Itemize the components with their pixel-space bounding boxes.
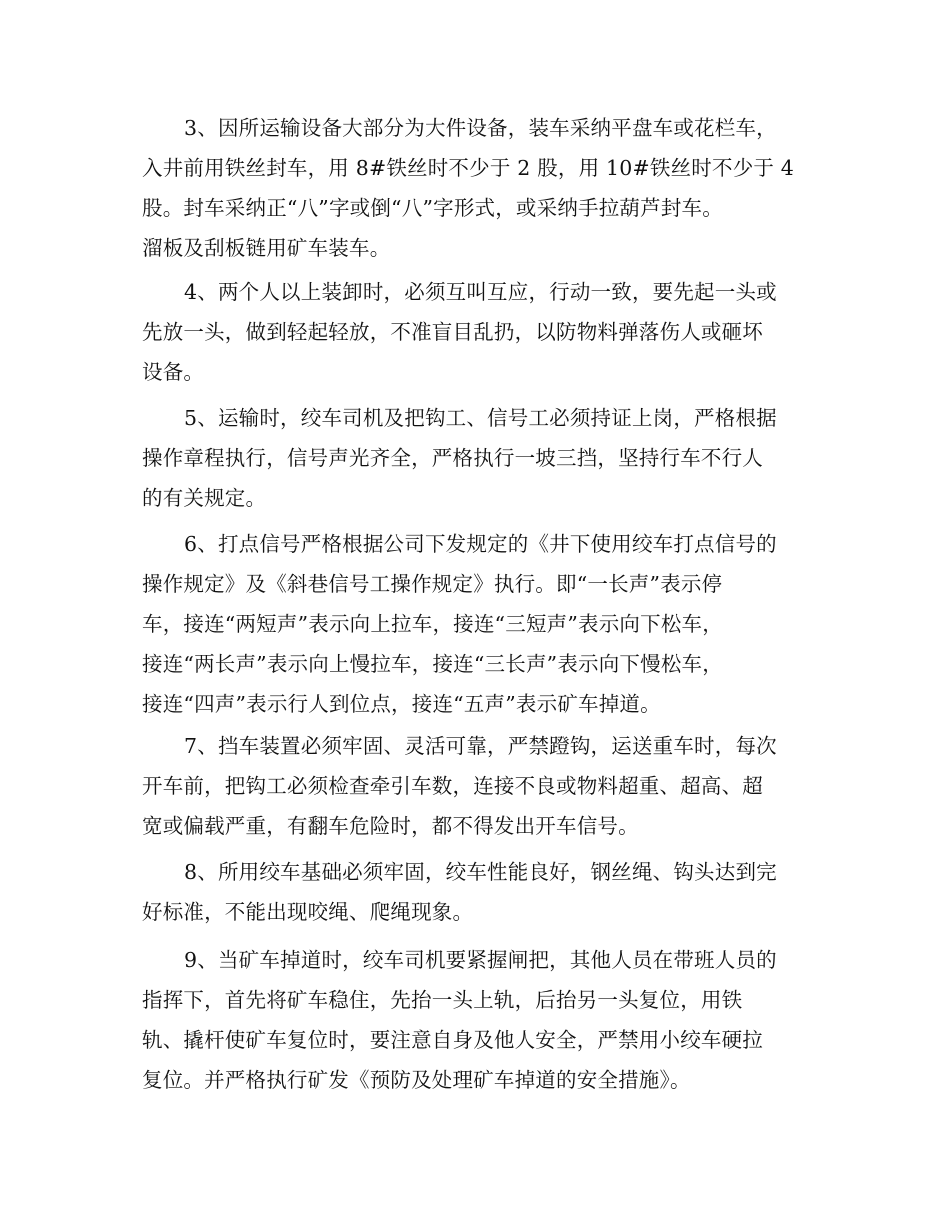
paragraph-6	[142, 524, 777, 724]
text-line: 入井前用铁丝封车，用 8#铁丝时不少于 2 股，用 10#铁丝时不少于 4	[142, 156, 795, 180]
text-line: 宽或偏载严重，有翻车危险时，都不得发出开车信号。	[142, 814, 639, 838]
text-line: 好标准，不能出现咬绳、爬绳现象。	[142, 900, 474, 924]
text-line: 溜板及刮板链用矿车装车。	[142, 236, 391, 260]
text-line: 8、所用绞车基础必须牢固，绞车性能良好，钢丝绳、钩头达到完	[184, 860, 777, 884]
text-line: 接连“四声”表示行人到位点，接连“五声”表示矿车掉道。	[142, 692, 661, 716]
text-line: 5、运输时，绞车司机及把钩工、信号工必须持证上岗，严格根据	[184, 406, 777, 430]
text-line: 操作规定》及《斜巷信号工操作规定》执行。即“一长声”表示停	[142, 572, 723, 596]
text-line: 6、打点信号严格根据公司下发规定的《井下使用绞车打点信号的	[184, 532, 777, 556]
text-line: 3、因所运输设备大部分为大件设备，装车采纳平盘车或花栏车，	[184, 116, 777, 140]
text-line: 操作章程执行，信号声光齐全，严格执行一坡三挡，坚持行车不行人	[142, 446, 763, 470]
paragraph-4	[142, 272, 777, 392]
text-line: 车，接连“两短声”表示向上拉车，接连“三短声”表示向下松车，	[142, 612, 723, 636]
text-line: 4、两个人以上装卸时，必须互叫互应，行动一致，要先起一头或	[184, 280, 777, 304]
text-line: 先放一头，做到轻起轻放，不准盲目乱扔，以防物料弹落伤人或砸坏	[142, 320, 763, 344]
paragraph-3	[142, 108, 794, 268]
text-line: 开车前，把钩工必须检查牵引车数，连接不良或物料超重、超高、超	[142, 774, 763, 798]
text-line: 7、挡车装置必须牢固、灵活可靠，严禁蹬钩，运送重车时，每次	[184, 734, 777, 758]
paragraph-5	[142, 398, 777, 518]
text-line: 的有关规定。	[142, 486, 267, 510]
text-line: 接连“两长声”表示向上慢拉车，接连“三长声”表示向下慢松车，	[142, 652, 723, 676]
paragraph-8	[142, 852, 777, 932]
text-line: 轨、撬杆使矿车复位时，要注意自身及他人安全，严禁用小绞车硬拉	[142, 1028, 763, 1052]
text-line: 设备。	[142, 360, 205, 384]
text-line: 股。封车采纳正“八”字或倒“八”字形式，或采纳手拉葫芦封车。	[142, 196, 723, 220]
paragraph-7	[142, 726, 777, 846]
text-line: 复位。并严格执行矿发《预防及处理矿车掉道的安全措施》。	[142, 1068, 691, 1092]
text-line: 指挥下，首先将矿车稳住，先抬一头上轨，后抬另一头复位，用铁	[142, 988, 743, 1012]
paragraph-9	[142, 940, 777, 1100]
text-line: 9、当矿车掉道时，绞车司机要紧握闸把，其他人员在带班人员的	[184, 948, 777, 972]
